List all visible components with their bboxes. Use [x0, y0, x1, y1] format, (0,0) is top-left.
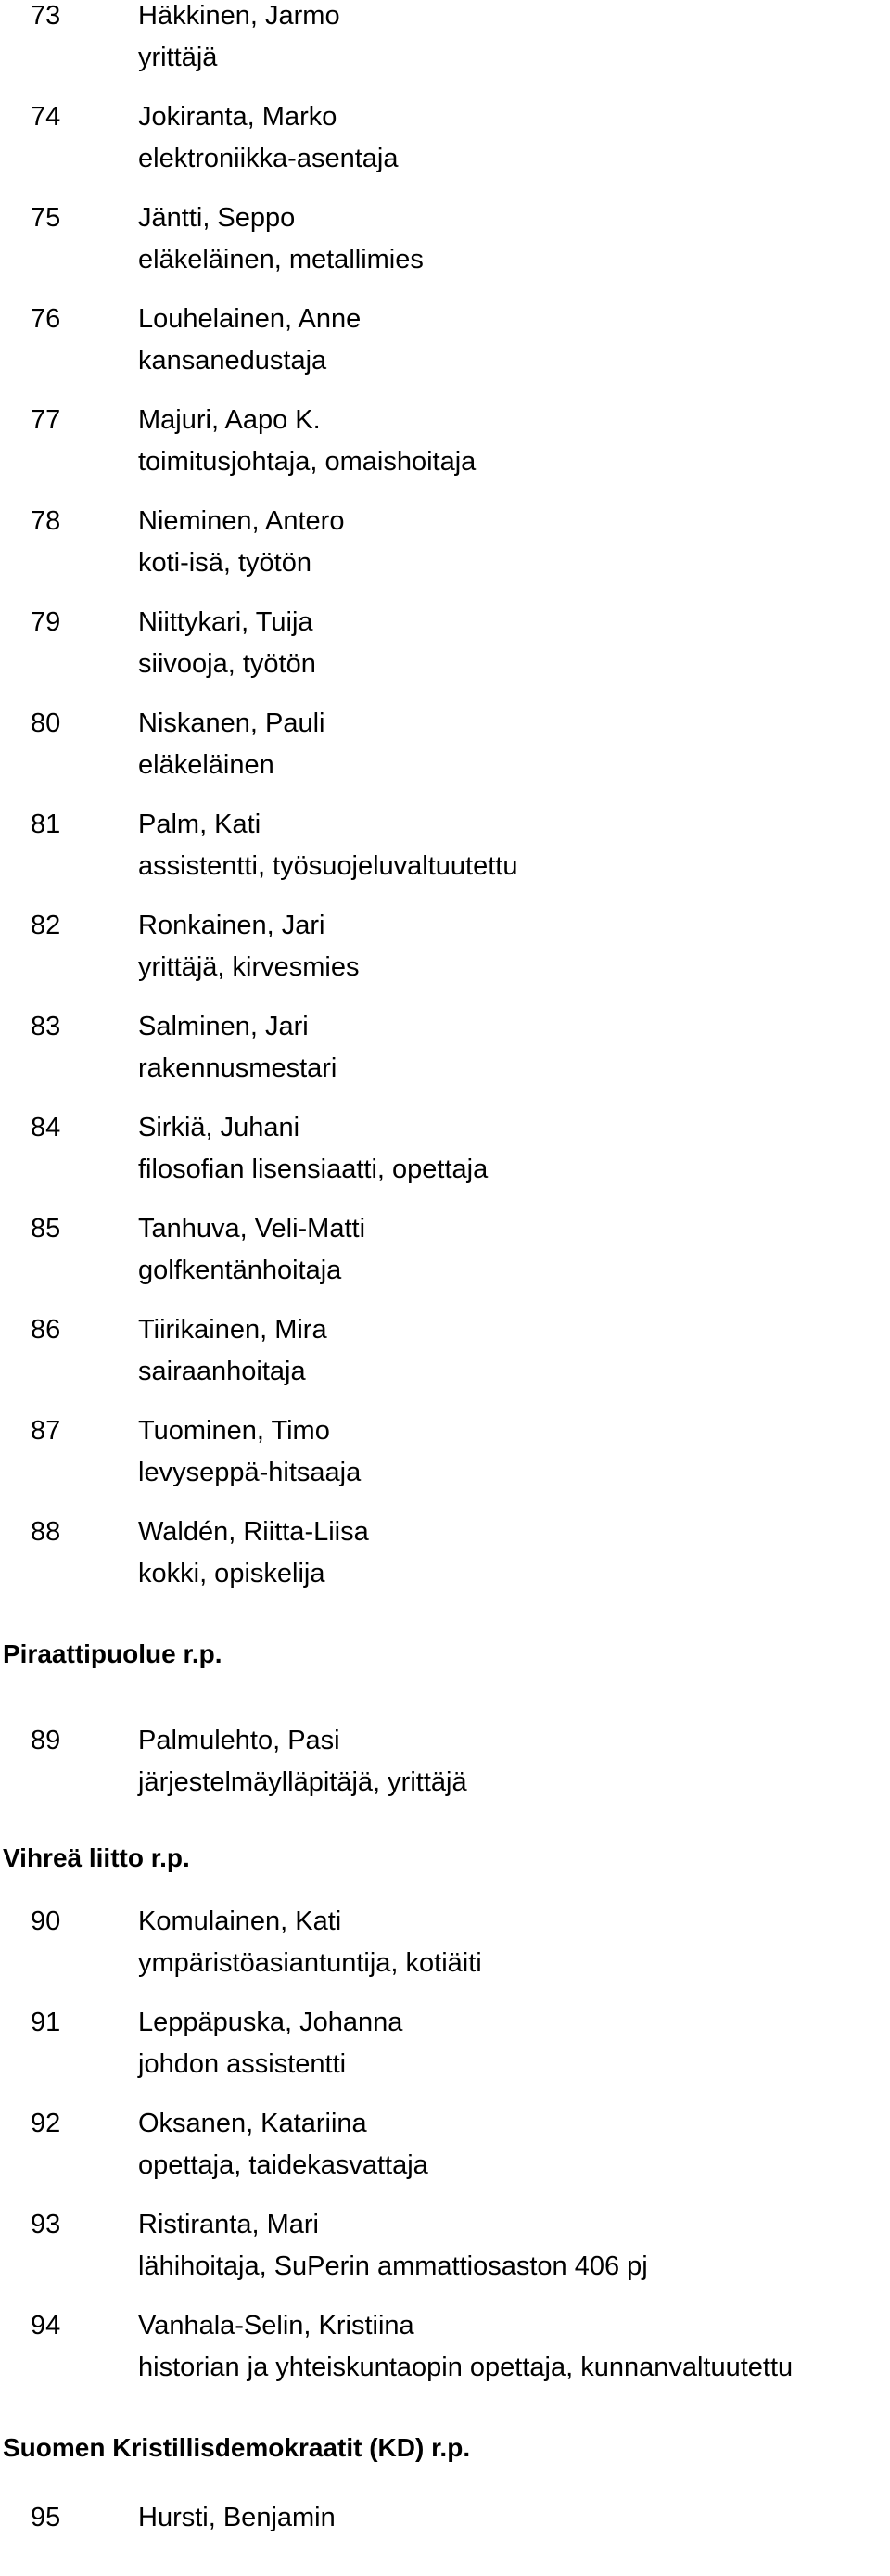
- candidate-number: 89: [31, 1726, 61, 1755]
- candidate-entry: [0, 1906, 890, 1980]
- candidate-entry: [0, 1725, 890, 1799]
- candidate-name: Hursti, Benjamin: [138, 2503, 336, 2532]
- candidate-entry: [0, 1314, 890, 1388]
- candidate-occupation: kansanedustaja: [138, 346, 327, 376]
- candidate-occupation: yrittäjä: [138, 43, 218, 72]
- candidate-entry: [0, 1415, 890, 1489]
- candidate-number: 88: [31, 1517, 61, 1547]
- candidate-entry: [0, 1011, 890, 1085]
- candidate-occupation: kokki, opiskelija: [138, 1559, 325, 1588]
- candidate-entry: [0, 1112, 890, 1186]
- candidate-occupation: assistentti, työsuojeluvaltuutettu: [138, 851, 518, 881]
- candidate-name: Salminen, Jari: [138, 1012, 309, 1041]
- candidate-entry: [0, 708, 890, 782]
- candidate-name: Tiirikainen, Mira: [138, 1315, 327, 1345]
- candidate-occupation: sairaanhoitaja: [138, 1357, 306, 1386]
- candidate-number: 92: [31, 2109, 61, 2138]
- candidate-occupation: toimitusjohtaja, omaishoitaja: [138, 447, 477, 477]
- candidate-name: Niskanen, Pauli: [138, 708, 325, 738]
- candidate-number: 78: [31, 506, 61, 536]
- candidate-name: Niittykari, Tuija: [138, 607, 313, 637]
- candidate-entry: [0, 202, 890, 276]
- candidate-entry: [0, 404, 890, 478]
- candidate-name: Louhelainen, Anne: [138, 304, 362, 334]
- candidate-number: 87: [31, 1416, 61, 1446]
- candidate-occupation: filosofian lisensiaatti, opettaja: [138, 1154, 489, 1184]
- candidate-name: Jäntti, Seppo: [138, 203, 296, 233]
- candidate-entry: [0, 303, 890, 377]
- candidate-number: 73: [31, 1, 61, 31]
- candidate-entry: [0, 101, 890, 175]
- candidate-number: 75: [31, 203, 61, 233]
- candidate-name: Häkkinen, Jarmo: [138, 1, 340, 31]
- candidate-entry: [0, 1213, 890, 1287]
- candidate-occupation: opettaja, taidekasvattaja: [138, 2150, 428, 2180]
- candidate-name: Tanhuva, Veli-Matti: [138, 1214, 366, 1243]
- candidate-number: 74: [31, 102, 61, 132]
- candidate-entry: [0, 2007, 890, 2081]
- candidate-entry: [0, 2310, 890, 2384]
- candidate-number: 95: [31, 2503, 61, 2532]
- candidate-occupation: johdon assistentti: [138, 2049, 347, 2079]
- candidate-occupation: levyseppä-hitsaaja: [138, 1458, 362, 1487]
- party-heading: Piraattipuolue r.p.: [3, 1639, 222, 1668]
- candidate-occupation: elektroniikka-asentaja: [138, 144, 399, 173]
- candidate-occupation: lähihoitaja, SuPerin ammattiosaston 406 pj: [138, 2251, 648, 2281]
- candidate-name: Leppäpuska, Johanna: [138, 2008, 403, 2037]
- candidate-occupation: eläkeläinen, metallimies: [138, 245, 424, 274]
- candidate-occupation: ympäristöasiantuntija, kotiäiti: [138, 1948, 482, 1978]
- candidate-number: 85: [31, 1214, 61, 1243]
- candidate-occupation: koti-isä, työtön: [138, 548, 312, 578]
- candidate-name: Jokiranta, Marko: [138, 102, 337, 132]
- candidate-name: Palmulehto, Pasi: [138, 1726, 340, 1755]
- candidate-entry: [0, 1516, 890, 1590]
- candidate-number: 93: [31, 2210, 61, 2239]
- candidate-occupation: golfkentänhoitaja: [138, 1256, 342, 1285]
- candidate-number: 81: [31, 810, 61, 839]
- candidate-number: 91: [31, 2008, 61, 2037]
- candidate-name: Komulainen, Kati: [138, 1906, 342, 1936]
- candidate-number: 83: [31, 1012, 61, 1041]
- candidate-entry: [0, 2502, 890, 2576]
- candidate-name: Oksanen, Katariina: [138, 2109, 367, 2138]
- candidate-name: Nieminen, Antero: [138, 506, 345, 536]
- candidate-entry: [0, 606, 890, 681]
- candidate-number: 90: [31, 1906, 61, 1936]
- party-heading: Suomen Kristillisdemokraatit (KD) r.p.: [3, 2433, 471, 2462]
- candidate-number: 76: [31, 304, 61, 334]
- candidate-number: 77: [31, 405, 61, 435]
- candidate-number: 79: [31, 607, 61, 637]
- candidate-name: Vanhala-Selin, Kristiina: [138, 2311, 414, 2340]
- candidate-entry: [0, 505, 890, 580]
- candidate-occupation: järjestelmäylläpitäjä, yrittäjä: [138, 1767, 467, 1797]
- candidate-name: Majuri, Aapo K.: [138, 405, 321, 435]
- candidate-name: Ristiranta, Mari: [138, 2210, 319, 2239]
- candidate-name: Tuominen, Timo: [138, 1416, 330, 1446]
- candidate-occupation: rakennusmestari: [138, 1053, 337, 1083]
- candidate-number: 94: [31, 2311, 61, 2340]
- candidate-entry: [0, 0, 890, 74]
- candidate-entry: [0, 2209, 890, 2283]
- candidate-name: Ronkainen, Jari: [138, 911, 325, 940]
- candidate-occupation: siivooja, työtön: [138, 649, 316, 679]
- candidate-name: Palm, Kati: [138, 810, 261, 839]
- candidate-entry: [0, 2108, 890, 2182]
- candidate-number: 86: [31, 1315, 61, 1345]
- candidate-name: Sirkiä, Juhani: [138, 1113, 300, 1142]
- party-heading: Vihreä liitto r.p.: [3, 1843, 190, 1872]
- candidate-number: 82: [31, 911, 61, 940]
- candidate-name: Waldén, Riitta-Liisa: [138, 1517, 369, 1547]
- candidate-occupation: yrittäjä, kirvesmies: [138, 952, 360, 982]
- candidate-entry: [0, 910, 890, 984]
- candidate-occupation: eläkeläinen: [138, 750, 274, 780]
- candidate-number: 84: [31, 1113, 61, 1142]
- candidate-occupation: historian ja yhteiskuntaopin opettaja, kunnanvaltuutettu: [138, 2353, 794, 2382]
- candidate-entry: [0, 809, 890, 883]
- candidate-number: 80: [31, 708, 61, 738]
